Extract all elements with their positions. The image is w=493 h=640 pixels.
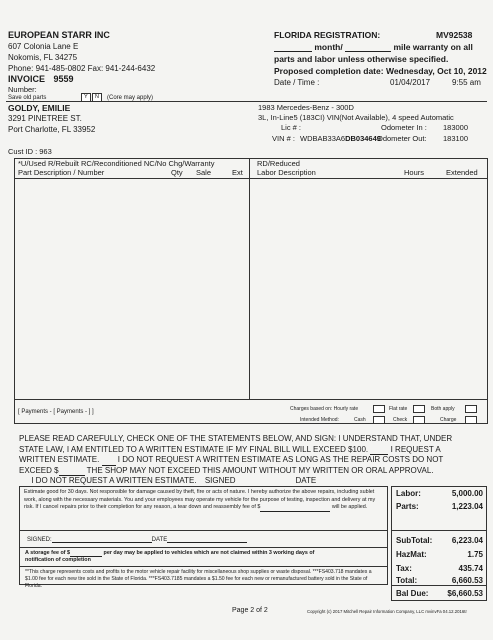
total-value: 6,660.53 <box>451 576 483 585</box>
terms-divider-3 <box>19 566 388 567</box>
both-apply-label: Both apply <box>431 406 455 412</box>
auth-line2 <box>19 445 452 456</box>
registration-title: FLORIDA REGISTRATION: <box>274 30 381 40</box>
auth-line1: PLEASE READ CAREFULLY, CHECK ONE OF THE STATEMENTS BELOW, AND SIGN: I UNDERSTAND THAT, UNDER <box>19 434 453 443</box>
save-parts-no-label: N <box>95 94 99 100</box>
labor-label: Labor: <box>396 489 421 498</box>
save-old-parts-label: Save old parts <box>8 95 47 101</box>
auth-line3 <box>19 455 452 466</box>
legend-codes: *U/Used R/Rebuilt RC/Reconditioned NC/No Chg/Warranty <box>18 159 215 168</box>
terms-fee-note: **This charge represents costs and profits to the motor vehicle repair facility for miscellaneous shop supplies or waste disposal. ***FS403.718 mandates a $1.00 fee for each new tire sold in the State of Florida. ***FS403.7185 mandates a $1.50 fee for each new or remanufactured battery sold in the State of Florida. <box>25 569 372 589</box>
parts-value: 1,223.04 <box>451 502 483 511</box>
labor-value: 5,000.00 <box>451 489 483 498</box>
auth-signed-label: SIGNED <box>204 476 236 485</box>
cash-checkbox[interactable] <box>373 416 385 424</box>
terms-will-be-applied: will be applied. <box>331 504 368 511</box>
vehicle-model: 1983 Mercedes-Benz - 300D <box>258 103 354 112</box>
col-part-description: Part Description / Number <box>18 168 105 177</box>
totals-divider-1 <box>391 530 487 531</box>
auth-line5 <box>19 476 452 487</box>
col-labor-description: Labor Description <box>257 168 316 177</box>
terms-divider-1 <box>19 530 388 531</box>
auth-line4 <box>19 466 452 477</box>
completion-label: Proposed completion date: <box>274 66 384 76</box>
customer-city: Port Charlotte, FL 33952 <box>8 125 96 134</box>
both-apply-checkbox[interactable] <box>465 405 477 413</box>
tax-value: 435.74 <box>458 564 483 573</box>
terms-estimate <box>24 489 384 512</box>
shop-address-line1: 607 Colonia Lane E <box>8 42 79 51</box>
balance-due-label: Bal Due: <box>396 589 429 598</box>
col-sale: Sale <box>196 168 212 177</box>
storage-text-2: per day may be applied to vehicles which are not claimed within 3 working days of <box>103 550 315 556</box>
balance-due-value: $6,660.53 <box>447 589 483 598</box>
check-checkbox[interactable] <box>413 416 425 424</box>
table-footer-divider <box>14 399 488 400</box>
time-value: 9:55 am <box>452 78 481 87</box>
total-label: Total: <box>396 576 418 585</box>
invoice-title <box>8 74 74 84</box>
warranty-line1 <box>274 42 473 52</box>
shop-name: EUROPEAN STARR INC <box>8 30 110 40</box>
lic-label: Lic # : <box>281 123 302 132</box>
auth-line3-a: WRITTEN ESTIMATE. <box>19 455 100 464</box>
flat-rate-label: Flat rate <box>389 406 408 412</box>
number-label: Number: <box>8 85 37 94</box>
charge-label: Charge <box>440 417 457 423</box>
no-estimate-limit-blank[interactable] <box>102 458 116 466</box>
terms-storage <box>25 550 380 564</box>
terms-signature-blank[interactable] <box>52 537 152 543</box>
warranty-month-label: month/ <box>314 42 343 52</box>
copyright: Copyright (c) 2017 Mitchell Repair Information Company, LLC mvinvFa 04.12.2016tr <box>307 609 467 614</box>
registration-number: MV92538 <box>436 30 473 40</box>
col-ext: Ext <box>232 168 243 177</box>
storage-text-3: notification of completion <box>25 557 91 564</box>
date-value: 01/04/2017 <box>390 78 431 87</box>
shop-address-line2: Nokomis, FL 34275 <box>8 53 78 62</box>
customer-id: Cust ID : 963 <box>8 147 52 156</box>
legend-reduced: RD/Reduced <box>257 159 300 168</box>
authorization-statement <box>19 434 452 487</box>
flat-rate-checkbox[interactable] <box>413 405 425 413</box>
col-hours: Hours <box>404 168 425 177</box>
exceed-amount-blank[interactable] <box>59 468 85 476</box>
terms-date-blank[interactable] <box>167 537 247 543</box>
vin <box>272 134 381 143</box>
charge-checkbox[interactable] <box>465 416 477 424</box>
storage-text-1: A storage fee of $ <box>25 550 71 556</box>
teardown-fee-blank[interactable] <box>260 506 330 512</box>
vin-label: VIN # : <box>272 134 295 143</box>
save-parts-yes-label: Y <box>84 94 88 100</box>
terms-divider-2 <box>19 547 388 548</box>
col-qty: Qty <box>171 168 183 177</box>
request-estimate-blank[interactable] <box>370 447 388 455</box>
charges-based-label: Charges based on: Hourly rate <box>290 406 359 412</box>
auth-line4-a: EXCEED $ <box>19 465 59 475</box>
auth-line3-b: I DO NOT REQUEST A WRITTEN ESTIMATE AS LONG AS THE REPAIR COSTS DO NOT <box>117 455 444 464</box>
customer-street: 3291 PINETREE ST. <box>8 114 82 123</box>
terms-estimate-text: Estimate good for 30 days. Not responsible for damage caused by theft, fire or acts of nature. I hereby authorize the above repairs, including sublet work, along with the necessary materials. You and your employees may operate my vehicle for the purpose of testing, inspection and delivery at my risk. If I cancel repairs prior to their completion for any reason, a tear down and reassembly fee of $ <box>24 489 376 511</box>
subtotal-label: SubTotal: <box>396 536 433 545</box>
col-extended: Extended <box>446 168 478 177</box>
odometer-in-value: 183000 <box>443 123 469 132</box>
check-label: Check <box>393 417 408 423</box>
odometer-in-label: Odometer In : <box>381 123 427 132</box>
customer-name: GOLDY, EMILIE <box>8 103 71 113</box>
vehicle-engine: 3L, In-Line5 (183CI) VIN(Not Available), 4 speed Automatic <box>258 113 454 122</box>
vin-value: WDBAB33A6 <box>300 134 346 143</box>
parts-label: Parts: <box>396 502 419 511</box>
terms-signed <box>27 537 247 543</box>
table-header-divider <box>14 178 488 179</box>
auth-line2-request: I REQUEST A <box>390 444 441 454</box>
core-note: (Core may apply) <box>107 95 154 101</box>
terms-signed-label: SIGNED: <box>27 537 52 543</box>
payments-line: [ Payments - [ Payments - ] ] <box>18 409 94 415</box>
line-items-table <box>14 158 488 424</box>
subtotal-value: 6,223.04 <box>451 536 483 545</box>
odometer-out-value: 183100 <box>443 134 469 143</box>
auth-line4-b: THE SHOP MAY NOT EXCEED THIS AMOUNT WITHOUT MY WRITTEN OR ORAL APPROVAL. <box>86 465 434 475</box>
completion-date <box>274 66 487 76</box>
invoice-number: 9559 <box>53 74 74 84</box>
shop-phone: Phone: 941-485-0802 Fax: 941-244-6432 <box>8 64 156 73</box>
completion-value: Wednesday, Oct 10, 2012 <box>385 66 487 76</box>
cash-label: Cash <box>354 417 366 423</box>
terms-date-label: DATE <box>151 537 168 543</box>
warranty-mile-label: mile warranty on all <box>393 42 473 52</box>
odometer-out-label: Odometer Out: <box>377 134 427 143</box>
header-divider <box>6 101 487 102</box>
auth-line5-a: I DO NOT REQUEST A WRITTEN ESTIMATE. <box>31 476 197 485</box>
hourly-rate-checkbox[interactable] <box>373 405 385 413</box>
tax-label: Tax: <box>396 564 412 573</box>
vin-value-bold: DB034649 <box>345 134 381 143</box>
table-center-divider <box>249 158 250 399</box>
invoice-label: INVOICE <box>8 74 46 84</box>
date-time-label: Date / Time : <box>274 78 320 87</box>
hazmat-value: 1.75 <box>467 550 483 559</box>
auth-line2-text: STATE LAW, I AM ENTITLED TO A WRITTEN ESTIMATE IF MY FINAL BILL WILL EXCEED $100. <box>19 444 369 454</box>
page-number: Page 2 of 2 <box>232 607 268 614</box>
totals-divider-2 <box>391 585 487 586</box>
hazmat-label: HazMat: <box>396 550 427 559</box>
intended-method-label: Intended Method: <box>300 417 339 423</box>
auth-date-label: DATE <box>295 476 317 485</box>
warranty-line2: parts and labor unless otherwise specified. <box>274 54 449 64</box>
